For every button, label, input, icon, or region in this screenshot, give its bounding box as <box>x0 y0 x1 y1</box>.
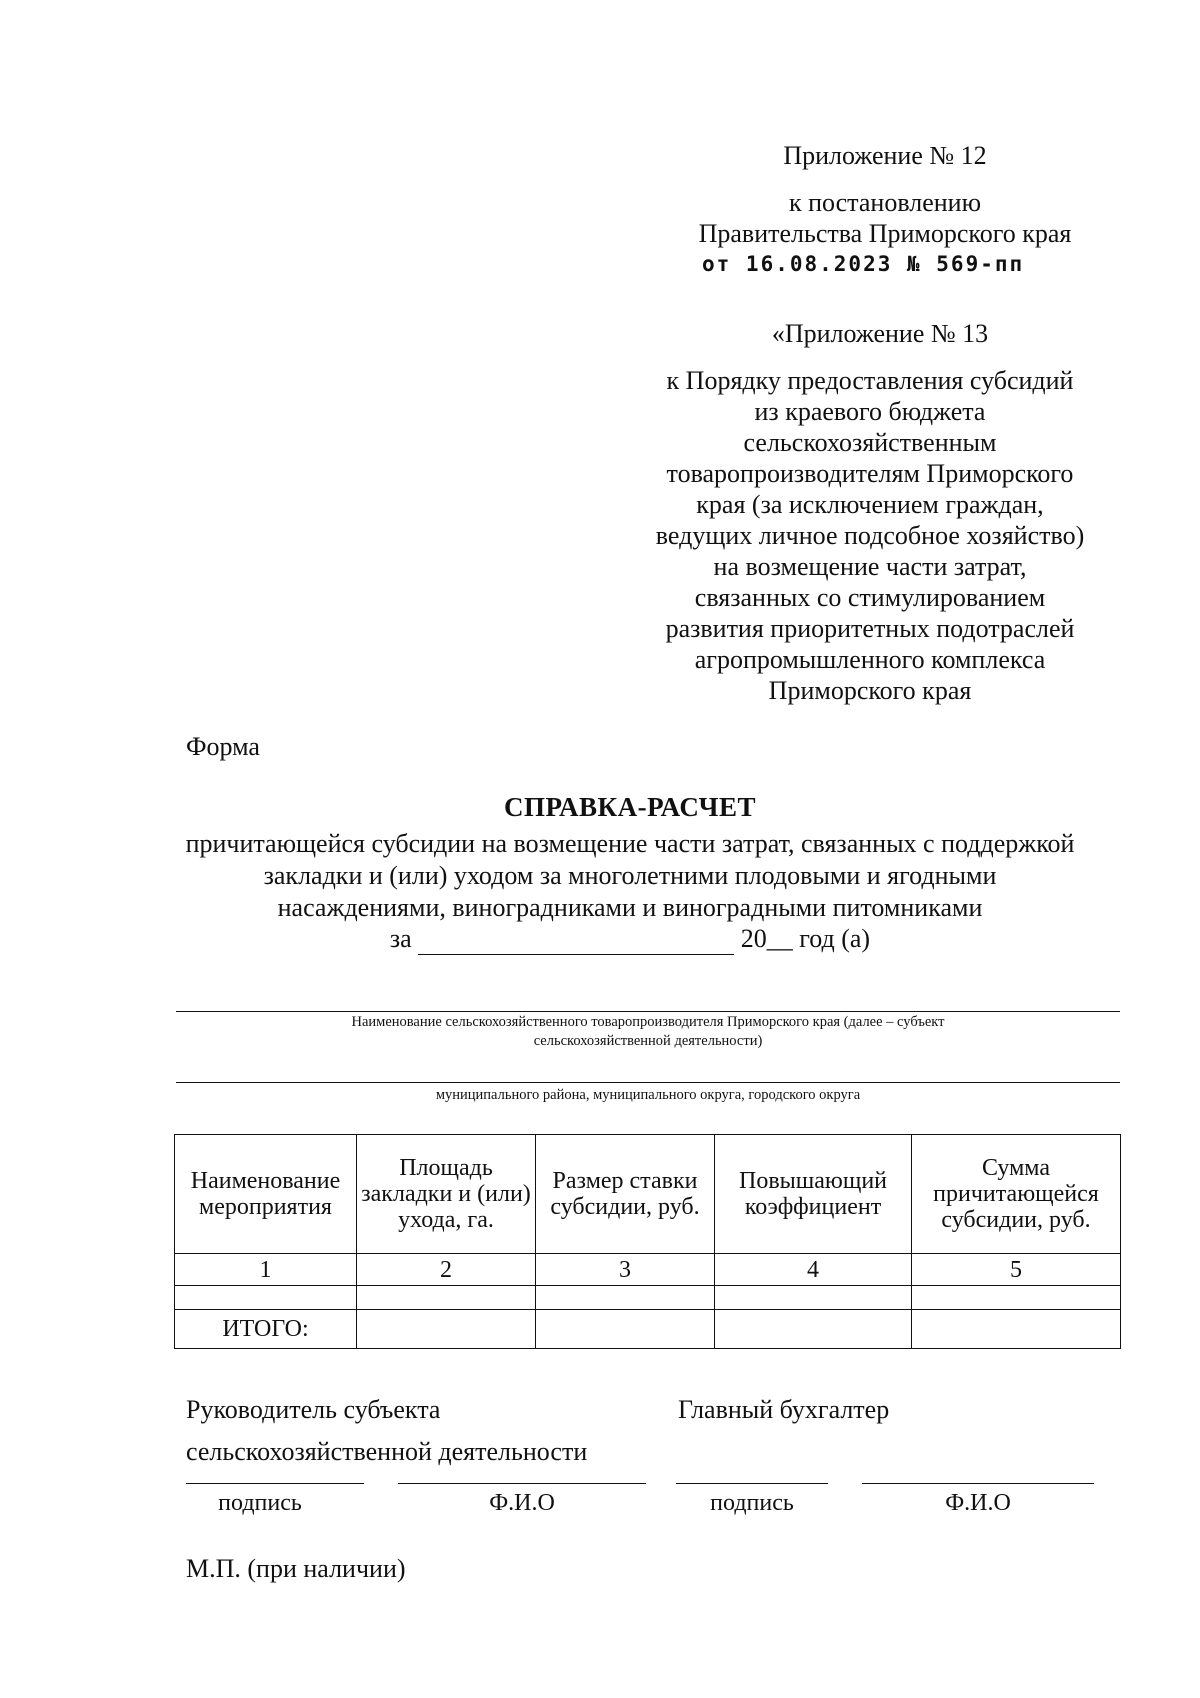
accountant-signature-line <box>676 1483 828 1484</box>
order-line: Приморского края <box>768 676 972 705</box>
accountant-signature-label: подпись <box>710 1490 794 1516</box>
producer-caption-line: сельскохозяйственной деятельности) <box>533 1033 763 1049</box>
appendix-number: Приложение № 12 <box>783 141 987 170</box>
appendix-government: Правительства Приморского края <box>698 219 1072 248</box>
table-cell <box>715 1310 912 1349</box>
total-label: ИТОГО: <box>175 1310 357 1349</box>
column-number: 2 <box>357 1254 536 1286</box>
header-area: Площадь закладки и (или) ухода, га. <box>357 1135 536 1254</box>
appendix-decree-stamp: от 16.08.2023 № 569-пп <box>702 252 1025 276</box>
subtitle-line: причитающейся субсидии на возмещение части затрат, связанных с поддержкой <box>185 829 1075 858</box>
order-line: ведущих личное подсобное хозяйство) <box>655 521 1085 550</box>
table-cell <box>715 1286 912 1310</box>
column-number: 1 <box>175 1254 357 1286</box>
header-event-name: Наименование мероприятия <box>175 1135 357 1254</box>
order-line: агропромышленного комплекса <box>694 645 1046 674</box>
producer-name-line <box>176 1011 1120 1012</box>
producer-name-caption <box>176 1013 1120 1051</box>
table-header-row <box>175 1135 1121 1254</box>
appendix-reference: к постановлению <box>788 188 982 217</box>
appendix-header <box>620 140 1150 280</box>
accountant-name-label: Ф.И.О <box>945 1490 1011 1516</box>
head-name-label: Ф.И.О <box>489 1490 555 1516</box>
order-appendix-title: «Приложение № 13 <box>771 319 989 348</box>
period-year: 20__ <box>740 924 793 953</box>
head-title-line: сельскохозяйственной деятельности <box>186 1437 588 1466</box>
table-cell <box>912 1286 1121 1310</box>
head-name-line <box>398 1483 646 1484</box>
header-rate: Размер ставки субсидии, руб. <box>536 1135 715 1254</box>
district-line <box>176 1082 1120 1083</box>
head-title-line: Руководитель субъекта <box>186 1395 441 1424</box>
head-signature-label: подпись <box>218 1490 302 1516</box>
period-blank <box>418 924 734 955</box>
header-coefficient: Повышающий коэффициент <box>715 1135 912 1254</box>
form-label: Форма <box>186 732 260 761</box>
order-line: на возмещение части затрат, <box>713 552 1027 581</box>
producer-caption-line: Наименование сельскохозяйственного товаропроизводителя Приморского края (далее – субъект <box>351 1014 945 1030</box>
table-row <box>175 1286 1121 1310</box>
head-signature-line <box>186 1483 364 1484</box>
table-cell <box>357 1286 536 1310</box>
document-title: СПРАВКА-РАСЧЕТ <box>504 792 756 822</box>
stamp-label: М.П. (при наличии) <box>186 1554 406 1583</box>
table-cell <box>912 1310 1121 1349</box>
column-number: 5 <box>912 1254 1121 1286</box>
order-line: края (за исключением граждан, <box>696 490 1044 519</box>
order-appendix <box>590 318 1150 706</box>
accountant-title: Главный бухгалтер <box>678 1395 890 1424</box>
column-number: 3 <box>536 1254 715 1286</box>
table-cell <box>536 1286 715 1310</box>
order-line: развития приоритетных подотраслей <box>665 614 1075 643</box>
order-line: к Порядку предоставления субсидий <box>666 366 1074 395</box>
header-subsidy-sum: Сумма причитающейся субсидии, руб. <box>912 1135 1121 1254</box>
subsidy-table <box>174 1134 1121 1349</box>
head-title <box>186 1393 587 1469</box>
order-line: товаропроизводителям Приморского <box>666 459 1074 488</box>
period-line <box>140 924 1120 955</box>
column-number: 4 <box>715 1254 912 1286</box>
period-suffix: год (а) <box>799 924 871 953</box>
period-prefix: за <box>389 924 412 953</box>
table-cell <box>175 1286 357 1310</box>
total-row <box>175 1310 1121 1349</box>
document-subtitle <box>140 828 1120 924</box>
order-line: связанных со стимулированием <box>694 583 1046 612</box>
order-line: из краевого бюджета <box>754 397 986 426</box>
column-numbers-row <box>175 1254 1121 1286</box>
subtitle-line: закладки и (или) уходом за многолетними плодовыми и ягодными <box>263 861 997 890</box>
order-line: сельскохозяйственным <box>743 428 997 457</box>
table-cell <box>357 1310 536 1349</box>
accountant-name-line <box>862 1483 1094 1484</box>
table-cell <box>536 1310 715 1349</box>
subtitle-line: насаждениями, виноградниками и виноградными питомниками <box>277 893 983 922</box>
district-caption: муниципального района, муниципального округа, городского округа <box>435 1087 861 1103</box>
